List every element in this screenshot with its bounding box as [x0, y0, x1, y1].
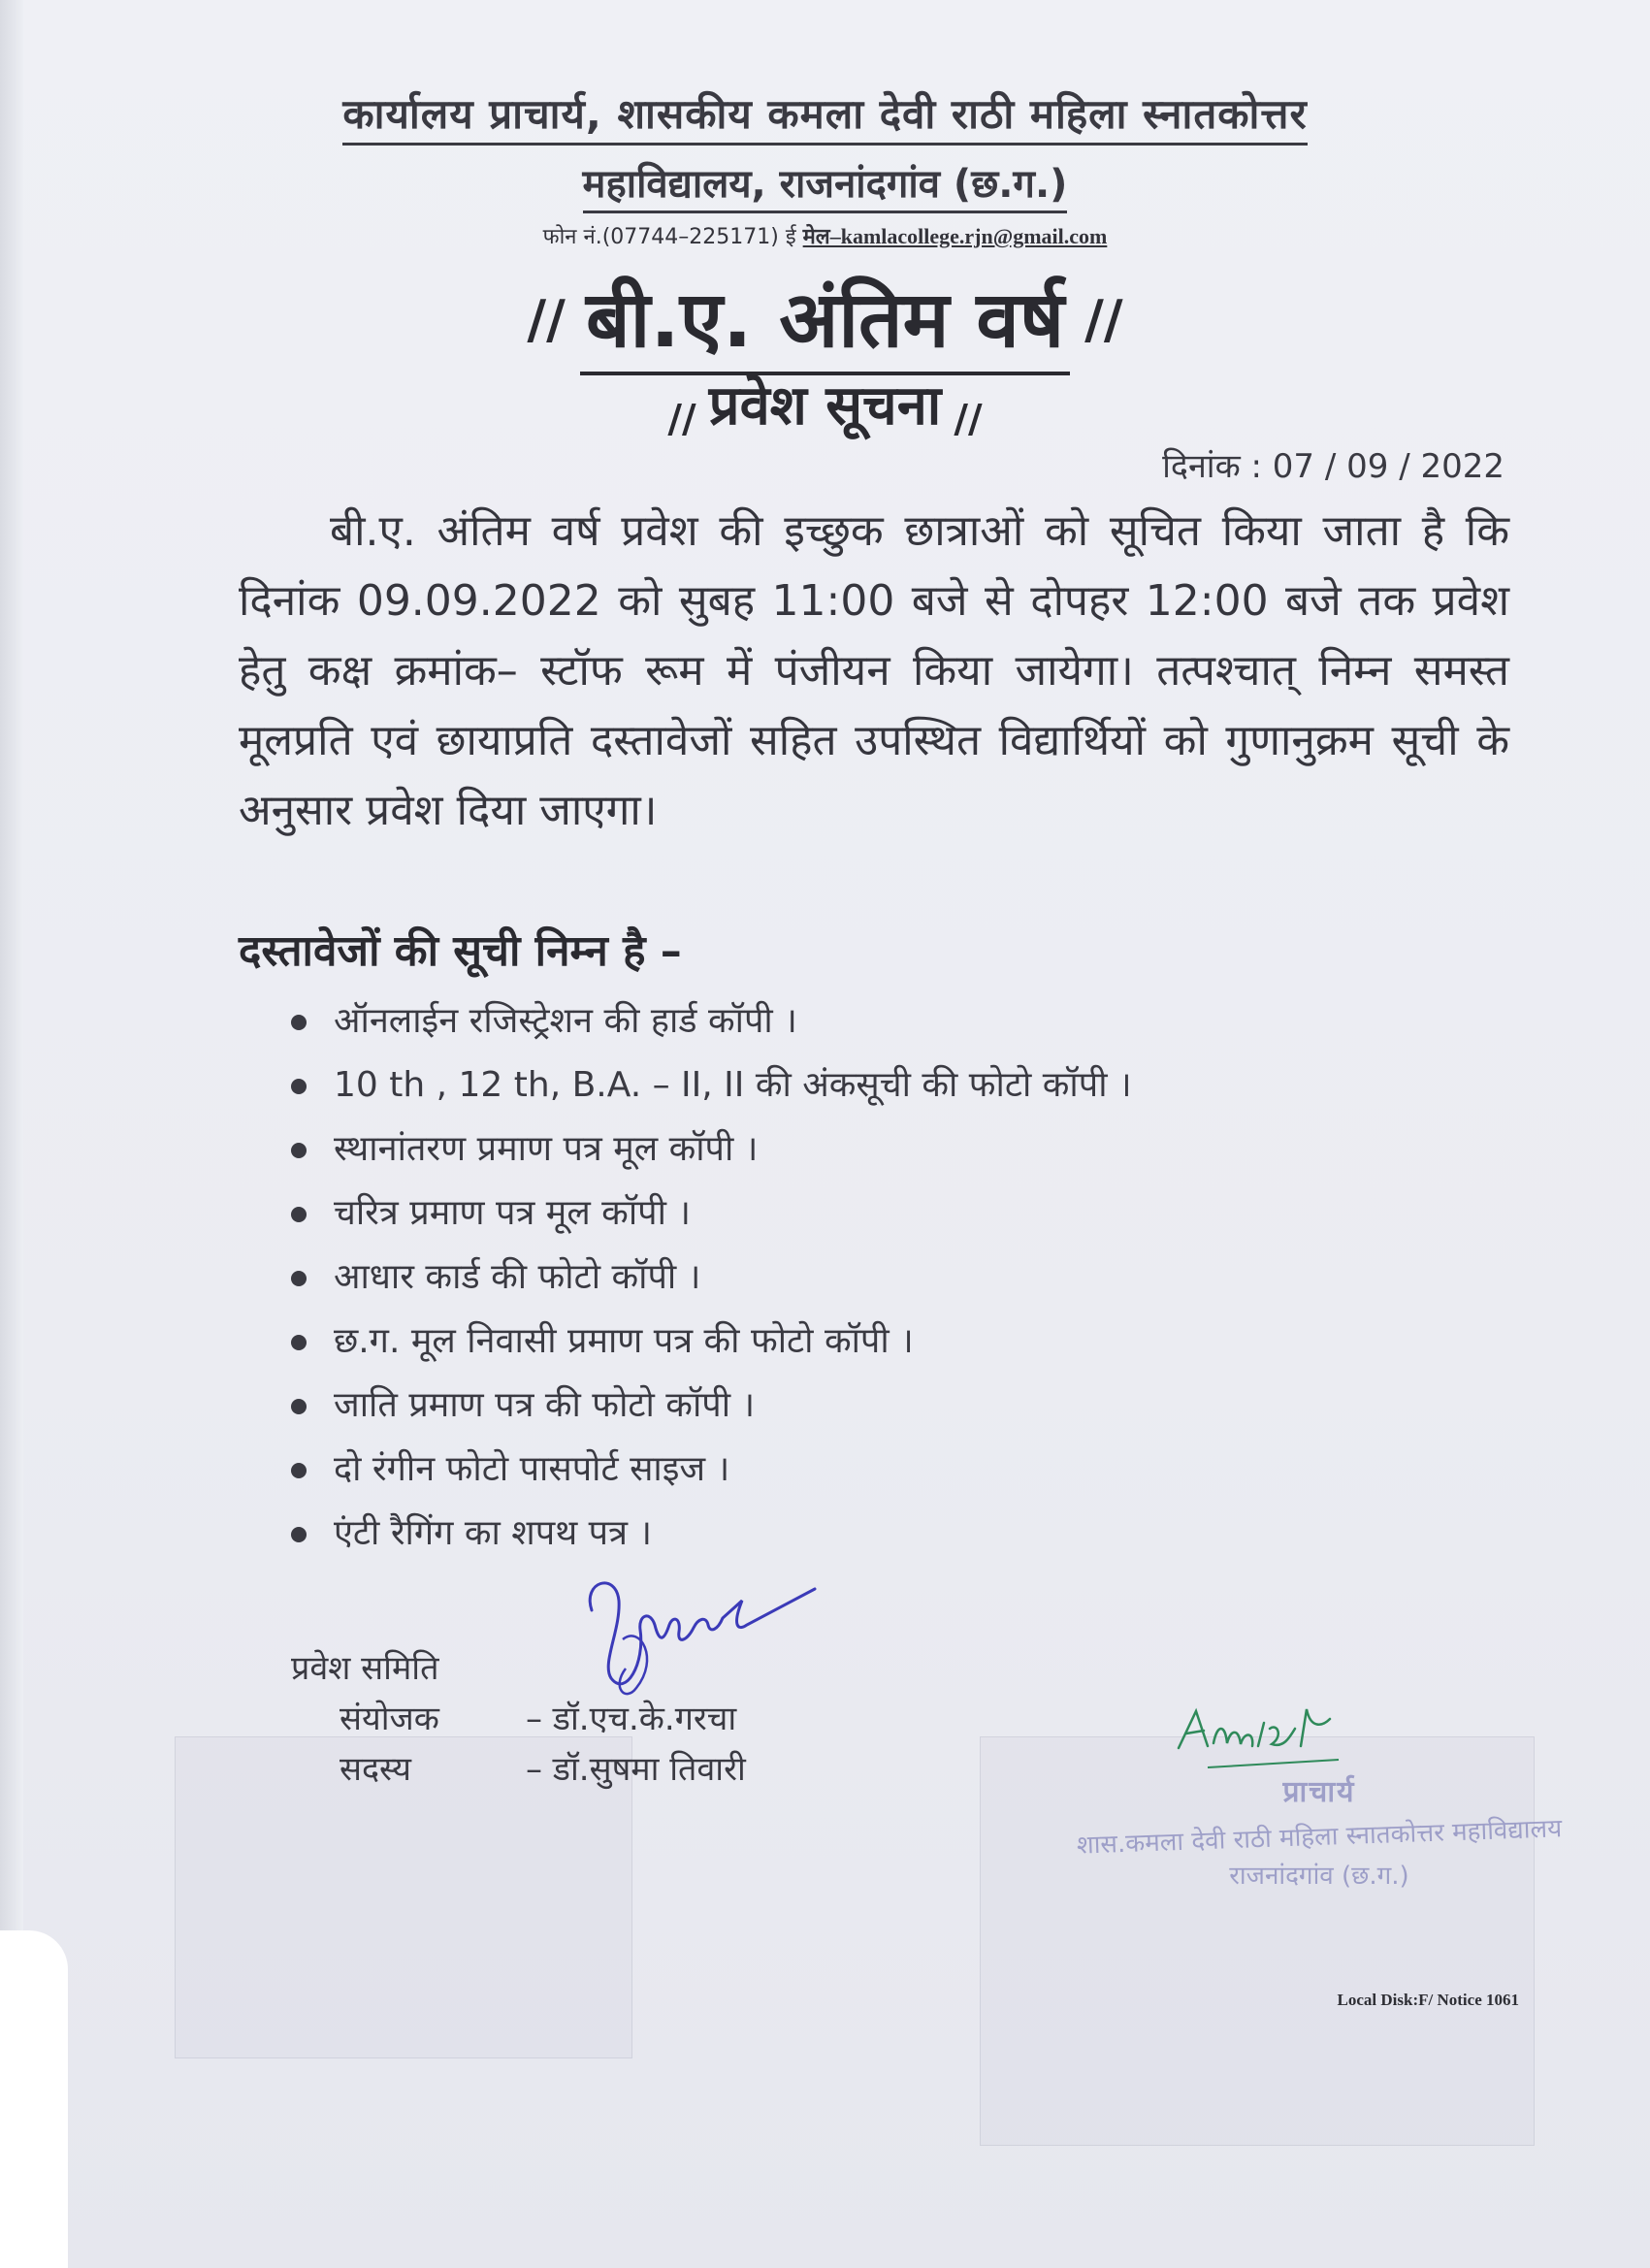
office-name-line2: महाविद्यालय, राजनांदगांव (छ.ग.)	[583, 155, 1068, 213]
bullet-icon	[291, 1399, 307, 1414]
document-item-text: एंटी रैगिंग का शपथ पत्र ।	[334, 1513, 653, 1553]
bullet-icon	[291, 1079, 307, 1094]
committee-heading: प्रवेश समिति	[291, 1649, 439, 1688]
bullet-icon	[291, 1335, 307, 1350]
document-item-text: छ.ग. मूल निवासी प्रमाण पत्र की फोटो कॉपी ।	[334, 1321, 914, 1361]
document-item-text: दो रंगीन फोटो पासपोर्ट साइज ।	[334, 1449, 730, 1489]
notice-title-row	[0, 264, 1650, 375]
list-item	[291, 1246, 1132, 1310]
contact-line	[0, 221, 1650, 250]
principal-initials	[1169, 1690, 1382, 1777]
committee-member-row	[291, 1744, 746, 1795]
convener-signature	[572, 1571, 825, 1717]
list-item	[291, 1438, 1132, 1502]
bullet-icon	[291, 1463, 307, 1478]
documents-heading: दस्तावेजों की सूची निम्न है –	[239, 926, 682, 976]
member-name: – डॉ.एच.के.गरचा	[526, 1700, 737, 1738]
principal-seal	[1057, 1770, 1581, 1906]
list-item	[291, 1502, 1132, 1566]
seal-city: राजनांदगांव (छ.ग.)	[1229, 1862, 1409, 1891]
seal-college-name: शास.कमला देवी राठी महिला स्नातकोत्तर महाविद्यालय	[1076, 1814, 1563, 1861]
list-item	[291, 1182, 1132, 1246]
document-item-text: स्थानांतरण प्रमाण पत्र मूल कॉपी ।	[334, 1129, 759, 1169]
list-item	[291, 1053, 1132, 1118]
notice-subtitle: प्रवेश सूचना	[708, 374, 942, 437]
list-item	[291, 989, 1132, 1053]
title-delimiter-right: //	[1084, 289, 1123, 350]
notice-body: बी.ए. अंतिम वर्ष प्रवेश की इच्छुक छात्राओं को सूचित किया जाता है कि दिनांक 09.09.2022 को सुबह 11:00 बजे से दोपहर 12:00 बजे तक प्रवेश हेतु कक्ष क्रमांक– स्टॉफ रूम में पंजीयन किया जायेगा। तत्पश्चात् निम्न समस्त मूलप्रति एवं छायाप्रति दस्तावेजों सहित उपस्थित विद्यार्थियों को गुणानुक्रम सूची के अनुसार प्रवेश दिया जाएगा।	[239, 506, 1509, 835]
notice-date: दिनांक : 07 / 09 / 2022	[1162, 447, 1504, 486]
list-item	[291, 1118, 1132, 1182]
member-role: सदस्य	[340, 1750, 411, 1789]
subtitle-delimiter-right: //	[954, 397, 983, 442]
notice-subtitle-row	[0, 367, 1650, 442]
subtitle-delimiter-left: //	[667, 397, 696, 442]
list-item	[291, 1310, 1132, 1374]
document-item-text: जाति प्रमाण पत्र की फोटो कॉपी ।	[334, 1385, 756, 1425]
title-delimiter-left: //	[527, 289, 566, 350]
bullet-icon	[291, 1143, 307, 1158]
seal-title: प्राचार्य	[1282, 1775, 1356, 1809]
scan-corner-blank	[0, 1930, 68, 2268]
documents-list	[291, 989, 1132, 1566]
bullet-icon	[291, 1207, 307, 1222]
bullet-icon	[291, 1271, 307, 1286]
member-name: – डॉ.सुषमा तिवारी	[526, 1750, 746, 1789]
office-name-line1: कार्यालय प्राचार्य, शासकीय कमला देवी राठी महिला स्नातकोत्तर	[342, 85, 1307, 146]
bullet-icon	[291, 1015, 307, 1030]
letterhead	[0, 85, 1650, 250]
document-item-text: 10 th , 12 th, B.A. – II, II की अंकसूची की फोटो कॉपी ।	[334, 1065, 1132, 1105]
document-item-text: आधार कार्ड की फोटो कॉपी ।	[334, 1257, 701, 1297]
file-reference: Local Disk:F/ Notice 1061	[1337, 1991, 1519, 2009]
member-role: संयोजक	[340, 1700, 439, 1738]
list-item	[291, 1374, 1132, 1438]
phone-text: फोन नं.(07744–225171) ई	[542, 225, 796, 249]
notice-title: बी.ए. अंतिम वर्ष	[580, 264, 1070, 375]
bullet-icon	[291, 1527, 307, 1542]
email-text: मेल–kamlacollege.rjn@gmail.com	[802, 224, 1108, 248]
document-item-text: चरित्र प्रमाण पत्र मूल कॉपी ।	[334, 1193, 692, 1233]
document-item-text: ऑनलाईन रजिस्ट्रेशन की हार्ड कॉपी ।	[334, 1001, 797, 1041]
